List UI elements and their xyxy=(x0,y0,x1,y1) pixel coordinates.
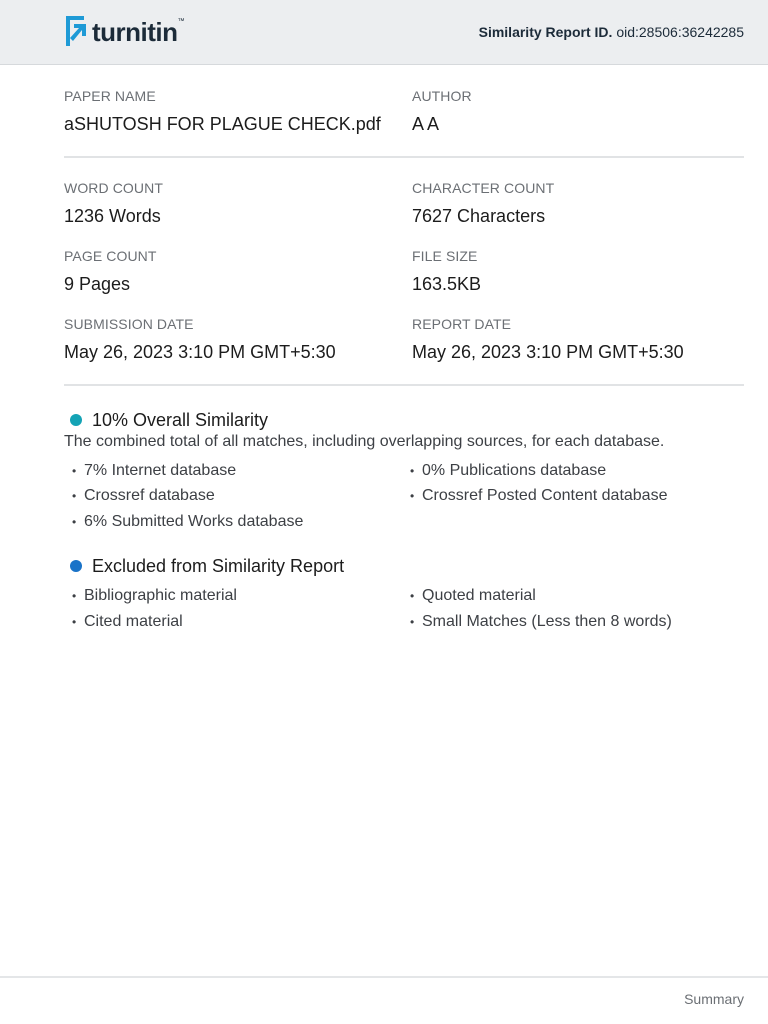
brand-name: turnitin xyxy=(92,17,178,47)
character-count-label: CHARACTER COUNT xyxy=(412,180,555,196)
list-item-label: Small Matches (Less then 8 words) xyxy=(422,613,672,630)
footer-summary-label: Summary xyxy=(684,991,744,1007)
submission-date-label: SUBMISSION DATE xyxy=(64,316,194,332)
submission-date-field xyxy=(64,316,336,362)
file-size-value: 163.5KB xyxy=(412,274,482,294)
list-item xyxy=(410,487,667,505)
report-id xyxy=(479,24,744,40)
report-date-label: REPORT DATE xyxy=(412,316,512,332)
similarity-title: 10% Overall Similarity xyxy=(92,410,269,430)
bullet-icon: • xyxy=(72,615,77,629)
word-count-field xyxy=(64,180,163,226)
excluded-heading xyxy=(70,556,344,576)
list-item xyxy=(72,462,236,480)
list-item-label: Quoted material xyxy=(422,587,536,604)
author-field xyxy=(412,88,472,134)
list-item-label: 0% Publications database xyxy=(422,462,607,479)
turnitin-logo xyxy=(64,14,185,50)
paper-name-label: PAPER NAME xyxy=(64,88,156,104)
author-value: A A xyxy=(412,114,440,134)
paper-name-field xyxy=(64,88,381,134)
list-item-label: 6% Submitted Works database xyxy=(84,513,304,530)
similarity-heading xyxy=(70,410,268,430)
bullet-icon: • xyxy=(72,589,77,603)
report-header xyxy=(0,0,768,65)
word-count-label: WORD COUNT xyxy=(64,180,163,196)
divider xyxy=(64,384,744,386)
list-item xyxy=(72,613,183,631)
page-count-label: PAGE COUNT xyxy=(64,248,157,264)
page-count-field xyxy=(64,248,157,294)
list-item xyxy=(72,587,237,605)
excluded-dot-icon xyxy=(70,560,82,572)
list-item xyxy=(410,462,606,480)
footer-divider xyxy=(0,976,768,978)
bullet-icon: • xyxy=(72,489,77,503)
report-id-label: Similarity Report ID. xyxy=(478,24,613,40)
bullet-icon: • xyxy=(410,615,415,629)
page-count-value: 9 Pages xyxy=(64,274,131,294)
list-item-label: Crossref Posted Content database xyxy=(422,487,668,504)
list-item-label: Cited material xyxy=(84,613,183,630)
list-item-label: 7% Internet database xyxy=(84,462,237,479)
report-date-value: May 26, 2023 3:10 PM GMT+5:30 xyxy=(412,342,684,362)
list-item xyxy=(410,587,536,605)
report-id-value: oid:28506:36242285 xyxy=(616,24,744,40)
turnitin-logo-icon xyxy=(64,14,88,50)
word-count-value: 1236 Words xyxy=(64,206,161,226)
list-item-label: Bibliographic material xyxy=(84,587,237,604)
bullet-icon: • xyxy=(72,515,77,529)
list-item xyxy=(72,487,215,505)
similarity-description: The combined total of all matches, including overlapping sources, for each database. xyxy=(64,433,665,450)
bullet-icon: • xyxy=(410,589,415,603)
author-label: AUTHOR xyxy=(412,88,472,104)
report-date-field xyxy=(412,316,684,362)
paper-name-value: aSHUTOSH FOR PLAGUE CHECK.pdf xyxy=(64,114,381,134)
list-item xyxy=(72,513,303,531)
divider xyxy=(64,156,744,158)
file-size-field xyxy=(412,248,481,294)
bullet-icon: • xyxy=(72,464,77,478)
list-item-label: Crossref database xyxy=(84,487,215,504)
bullet-icon: • xyxy=(410,489,415,503)
character-count-value: 7627 Characters xyxy=(412,206,546,226)
list-item xyxy=(410,613,672,631)
submission-date-value: May 26, 2023 3:10 PM GMT+5:30 xyxy=(64,342,336,362)
trademark-mark: ™ xyxy=(177,18,185,25)
bullet-icon: • xyxy=(410,464,415,478)
similarity-dot-icon xyxy=(70,414,82,426)
file-size-label: FILE SIZE xyxy=(412,248,478,264)
character-count-field xyxy=(412,180,554,226)
excluded-title: Excluded from Similarity Report xyxy=(92,556,345,576)
